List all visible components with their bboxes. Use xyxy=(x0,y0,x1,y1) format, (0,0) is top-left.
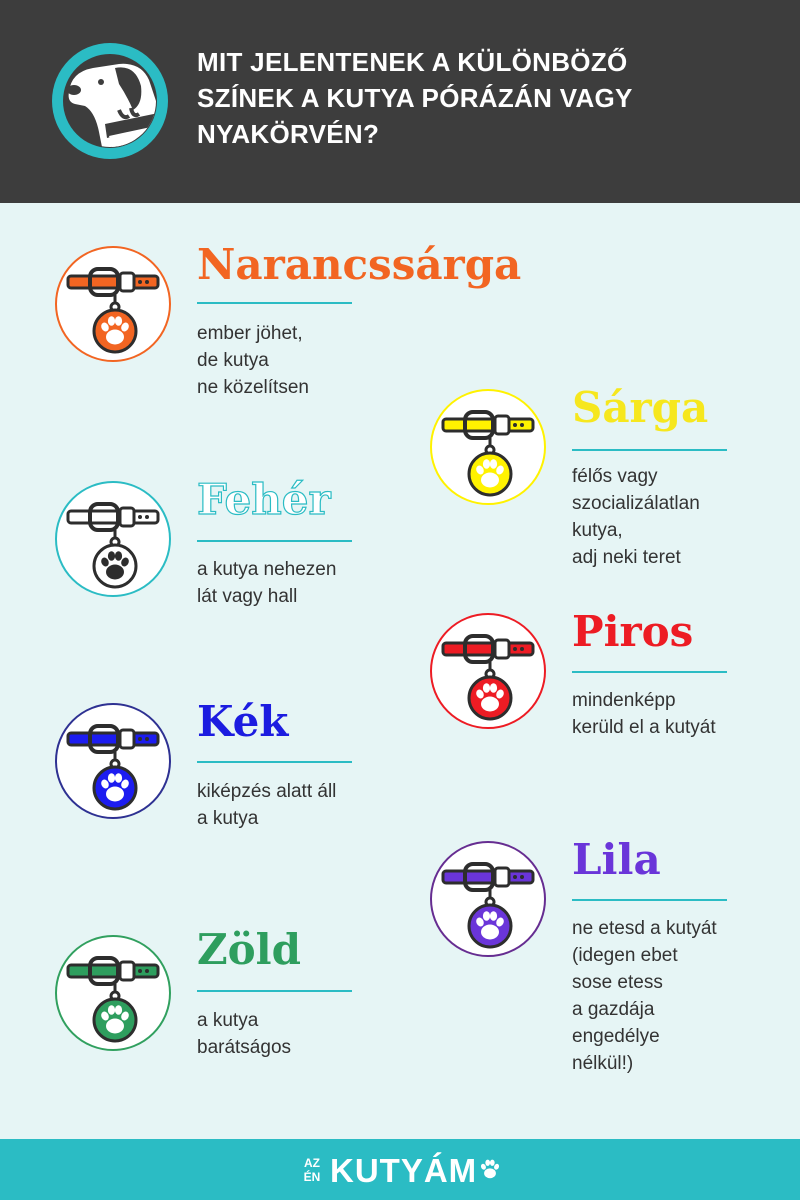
description-line: barátságos xyxy=(197,1037,292,1058)
description-line: félős vagy xyxy=(572,466,658,487)
description-line: lát vagy hall xyxy=(197,586,298,607)
footer-bar xyxy=(0,1139,800,1200)
divider xyxy=(197,302,352,304)
description-line: a kutya xyxy=(197,808,259,829)
description-line: a kutya xyxy=(197,1010,259,1031)
description-line: kutya, xyxy=(572,520,623,541)
description-line: ne etesd a kutyát xyxy=(572,918,717,939)
yellow-collar-tag-icon xyxy=(429,388,547,506)
description-line: szocializálatlan xyxy=(572,493,700,514)
description-line: a kutya nehezen xyxy=(197,559,337,580)
brand-small-top: AZ xyxy=(304,1156,320,1170)
color-name: Narancssárga xyxy=(197,240,522,289)
color-description xyxy=(572,463,800,571)
color-description xyxy=(197,778,437,832)
divider xyxy=(197,761,352,763)
description-line: adj neki teret xyxy=(572,547,681,568)
divider xyxy=(572,449,727,451)
divider xyxy=(197,540,352,542)
divider xyxy=(572,671,727,673)
page-title xyxy=(197,44,777,152)
description-line: de kutya xyxy=(197,350,269,371)
purple-collar-tag-icon xyxy=(429,840,547,958)
description-line: sose etess xyxy=(572,972,663,993)
header-banner xyxy=(0,0,800,203)
description-line: (idegen ebet xyxy=(572,945,678,966)
description-line: a gazdája xyxy=(572,999,655,1020)
blue-collar-tag-icon xyxy=(54,702,172,820)
color-name: Fehér xyxy=(197,475,331,524)
description-line: nélkül!) xyxy=(572,1053,634,1074)
title-line: MIT JELENTENEK A KÜLÖNBÖZŐ xyxy=(197,47,628,77)
description-line: mindenképp xyxy=(572,690,676,711)
red-collar-tag-icon xyxy=(429,612,547,730)
title-line: SZÍNEK A KUTYA PÓRÁZÁN VAGY xyxy=(197,83,633,113)
description-line: ember jöhet, xyxy=(197,323,303,344)
color-name: Sárga xyxy=(572,383,709,432)
color-name: Kék xyxy=(197,697,289,746)
dog-head-collar-icon xyxy=(49,40,171,162)
color-name: Zöld xyxy=(197,925,301,974)
orange-collar-tag-icon xyxy=(54,245,172,363)
color-name: Lila xyxy=(572,835,661,884)
description-line: kiképzés alatt áll xyxy=(197,781,337,802)
description-line: engedélye xyxy=(572,1026,660,1047)
green-collar-tag-icon xyxy=(54,934,172,1052)
paw-icon xyxy=(475,1155,505,1185)
brand-name: KUTYÁM xyxy=(330,1152,478,1189)
color-description xyxy=(197,556,437,610)
color-name: Piros xyxy=(572,607,694,656)
color-description xyxy=(572,915,800,1077)
color-description xyxy=(197,1007,437,1061)
color-description xyxy=(197,320,437,401)
white-collar-tag-icon xyxy=(54,480,172,598)
brand-small-bottom: ÉN xyxy=(303,1170,321,1184)
divider xyxy=(572,899,727,901)
color-description xyxy=(572,687,800,741)
divider xyxy=(197,990,352,992)
description-line: ne közelítsen xyxy=(197,377,309,398)
title-line: NYAKÖRVÉN? xyxy=(197,119,380,149)
description-line: kerüld el a kutyát xyxy=(572,717,716,738)
